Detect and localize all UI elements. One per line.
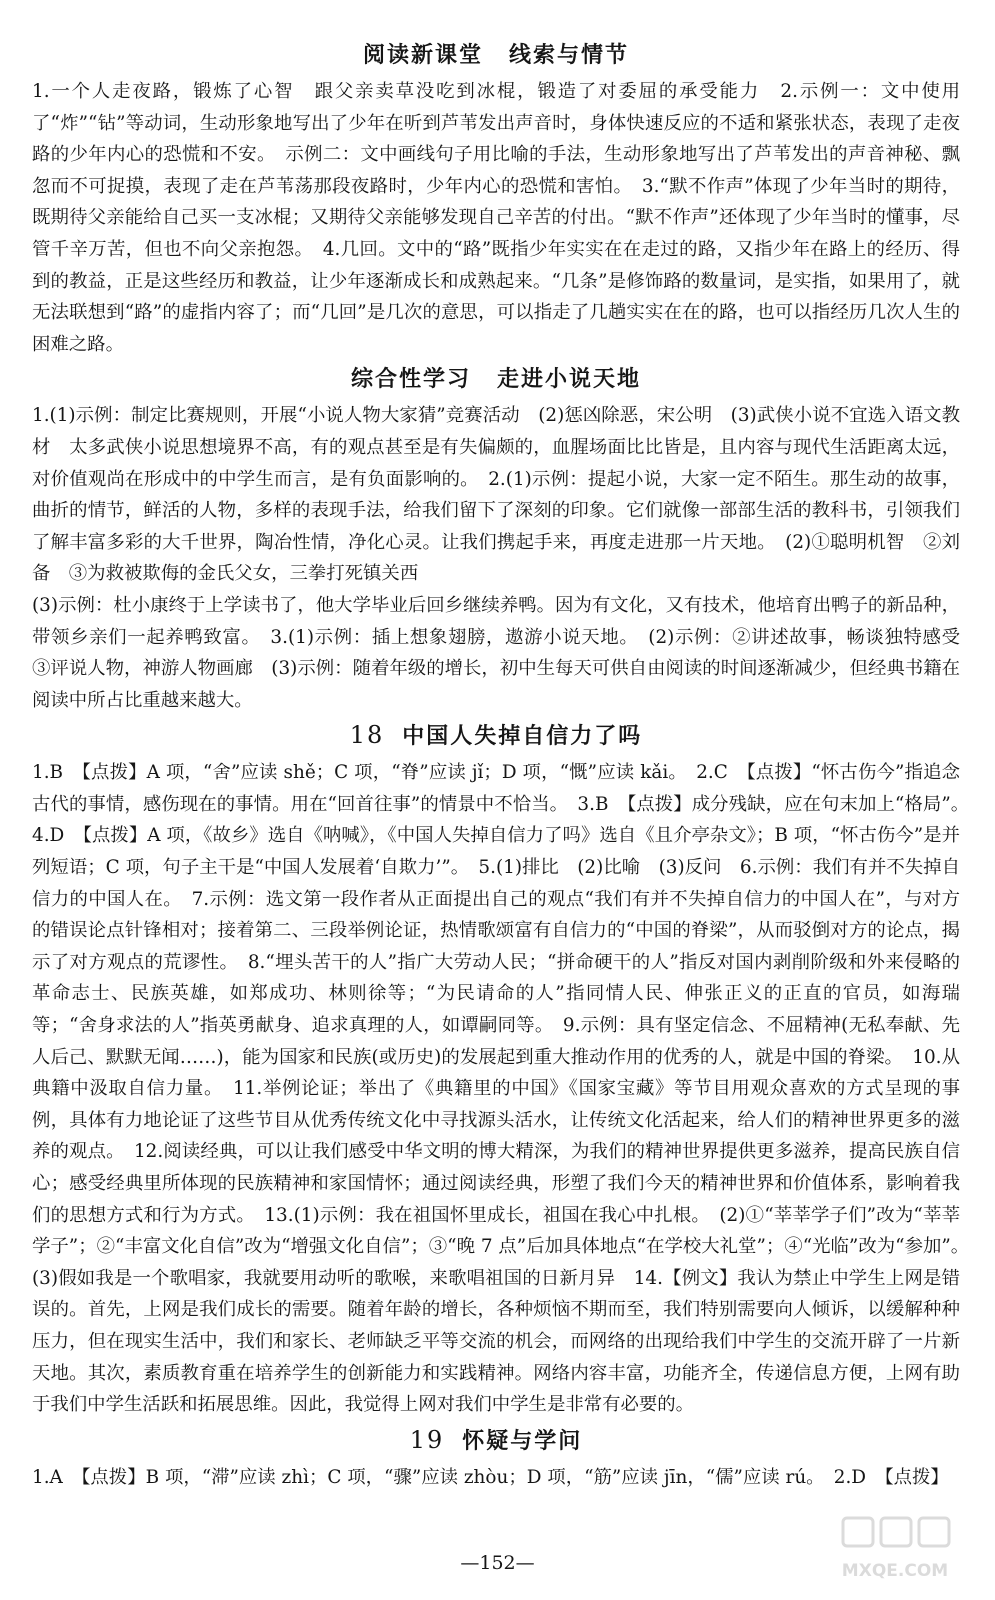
answer-paragraph-lesson-19: 1.A 【点拨】B 项，“滞”应读 zhì；C 项，“骤”应读 zhòu；D 项，“筋”应读 jīn，“儒”应读 rú。 2.D 【点拨】 — [32, 1466, 949, 1488]
lesson-number: 19 — [409, 1425, 445, 1454]
watermark-text: MXQE.COM — [841, 1561, 949, 1581]
heading-right: 线索与情节 — [509, 42, 630, 68]
answer-paragraph-comprehensive-b: (3)示例：杜小康终于上学读书了，他大学毕业后回乡继续养鸭。因为有文化，又有技术，他培育出鸭子的新品种，带领乡亲们一起养鸭致富。 3.(1)示例：插上想象翅膀，遨游小说天地。 (2)示例：②讲述故事，畅谈独特感受 ③评说人物，神游人物画廊 (3)示例：随着年级的增长，初中生每天可供自由阅读的时间逐渐减少，但经典书籍在阅读中所占比重越来越大。 — [32, 594, 979, 711]
answer-paragraph-lesson-18: 1.B 【点拨】A 项，“舍”应读 shě；C 项，“脊”应读 jǐ；D 项，“慨”应读 kǎi。 2.C 【点拨】“怀古伤今”指追念古代的事情，感伤现在的事情。用在“回首往事”的情景中不恰当。 3.B 【点拨】成分残缺，应在句末加上“格局”。 4.D 【点拨】A 项，《故乡》选自《呐喊》，《中国人失掉自信力了吗》选自《且介亭杂文》；B 项，“怀古伤今”是并列短语；C 项，句子主干是“中国人发展着‘自欺力’”。 5.(1)排比 (2)比喻 (3)反问 6.示例：我们有并不失掉自信力的中国人在。 7.示例：选文第一段作者从正面提出自己的观点“我们有并不失掉自信力的中国人在”，与对方的错误论点针锋相对；接着第二、三段举例论证，热情歌颂富有自信力的“中国的脊梁”，从而驳倒对方的论点，揭示了对方观点的荒谬性。 8.“埋头苦干的人”指广大劳动人民；“拼命硬干的人”指反对国内剥削阶级和外来侵略的革命志士、民族英雄，如郑成功、林则徐等；“为民请命的人”指同情人民、伸张正义的正直的官员，如海瑞等；“舍身求法的人”指英勇献身、追求真理的人，如谭嗣同等。 9.示例：具有坚定信念、不屈精神(无私奉献、先人后己、默默无闻……)，能为国家和民族(或历史)的发展起到重大推动作用的优秀的人，就是中国的脊梁。 10.从典籍中汲取自信力量。 11.举例论证；举出了《典籍里的中国》《国家宝藏》等节目用观众喜欢的方式呈现的事例，具体有力地论证了这些节目从优秀传统文化中寻找源头活水，让传统文化活起来，给人们的精神世界更多的滋养的观点。 12.阅读经典，可以让我们感受中华文明的博大精深，为我们的精神世界提供更多滋养，提高民族自信心；感受经典里所体现的民族精神和家国情怀；通过阅读经典，形塑了我们今天的精神世界和价值体系，影响着我们的思想方式和行为方式。 13.(1)示例：我在祖国怀里成长，祖国在我心中扎根。 (2)①“莘莘学子们”改为“莘莘学子”；②“丰富文化自信”改为“增强文化自信”；③“晚 7 点”后加具体地点“在学校大礼堂”；④“光临”改为“参加”。 (3)假如我是一个歌唱家，我就要用动听的歌喉，来歌唱祖国的日新月异 14.【例文】我认为禁止中学生上网是错误的。首先，上网是我们成长的需要。随着年龄的增长，各种烦恼不期而至，我们特别需要向人倾诉，以缓解种种压力，但在现实生活中，我们和家长、老师缺乏平等交流的机会，而网络的出现给我们中学生的交流开辟了一片新天地。其次，素质教育重在培养学生的创新能力和实践精神。网络内容丰富，功能齐全，传递信息方便，上网有助于我们中学生活跃和拓展思维。因此，我觉得上网对我们中学生是非常有必要的。 — [32, 762, 979, 1416]
heading-left: 阅读新课堂 — [362, 42, 483, 68]
lesson-title: 中国人失掉自信力了吗 — [402, 723, 643, 750]
answer-paragraph-comprehensive-a: 1.(1)示例：制定比赛规则，开展“小说人物大家猜”竞赛活动 (2)惩凶除恶，宋公明 (3)武侠小说不宜选入语文教材 太多武侠小说思想境界不高，有的观点甚至是有失偏颇的，血腥场面比比皆是，且内容与现代生活距离太远，对价值观尚在形成中的中学生而言，是有负面影响的。 2.(1)示例：提起小说，大家一定不陌生。那生动的故事，曲折的情节，鲜活的人物，多样的表现手法，给我们留下了深刻的印象。它们就像一部部生活的教科书，引领我们了解丰富多彩的大千世界，陶冶性情，净化心灵。让我们携起手来，再度走进那一片天地。 (2)①聪明机智 ②刘备 ③为救被欺侮的金氏父女，三拳打死镇关西 — [32, 405, 960, 585]
section-heading-reading — [32, 40, 960, 70]
lesson-heading-18 — [32, 720, 960, 751]
section-heading-comprehensive — [32, 364, 960, 394]
page-number: —152— — [460, 1552, 535, 1574]
lesson-title: 怀疑与学问 — [462, 1427, 583, 1454]
page-content — [32, 38, 979, 1493]
lesson-number: 18 — [349, 721, 385, 750]
heading-left: 综合性学习 — [350, 366, 471, 393]
lesson-heading-19 — [32, 1425, 960, 1456]
answer-paragraph-reading: 1.一个人走夜路，锻炼了心智 跟父亲卖草没吃到冰棍，锻造了对委屈的承受能力 2.示例一：文中使用了“炸”“钻”等动词，生动形象地写出了少年在听到芦苇发出声音时，身体快速反应的不适和紧张状态，表现了走夜路的少年内心的恐慌和不安。 示例二：文中画线句子用比喻的手法，生动形象地写出了芦苇发出的声音神秘、飘忽而不可捉摸，表现了走在芦苇荡那段夜路时，少年内心的恐慌和害怕。 3.“默不作声”体现了少年当时的期待，既期待父亲能给自己买一支冰棍；又期待父亲能够发现自己辛苦的付出。“默不作声”还体现了少年当时的懂事，尽管千辛万苦，但也不向父亲抱怨。 4.几回。文中的“路”既指少年实实在在走过的路，又指少年在路上的经历、得到的教益，正是这些经历和教益，让少年逐渐成长和成熟起来。“几条”是修饰路的数量词，是实指，如果用了，就无法联想到“路”的虚指内容了；而“几回”是几次的意思，可以指走了几趟实实在在的路，也可以指经历几次人生的困难之路。 — [32, 81, 960, 355]
heading-right: 走进小说天地 — [497, 366, 642, 393]
